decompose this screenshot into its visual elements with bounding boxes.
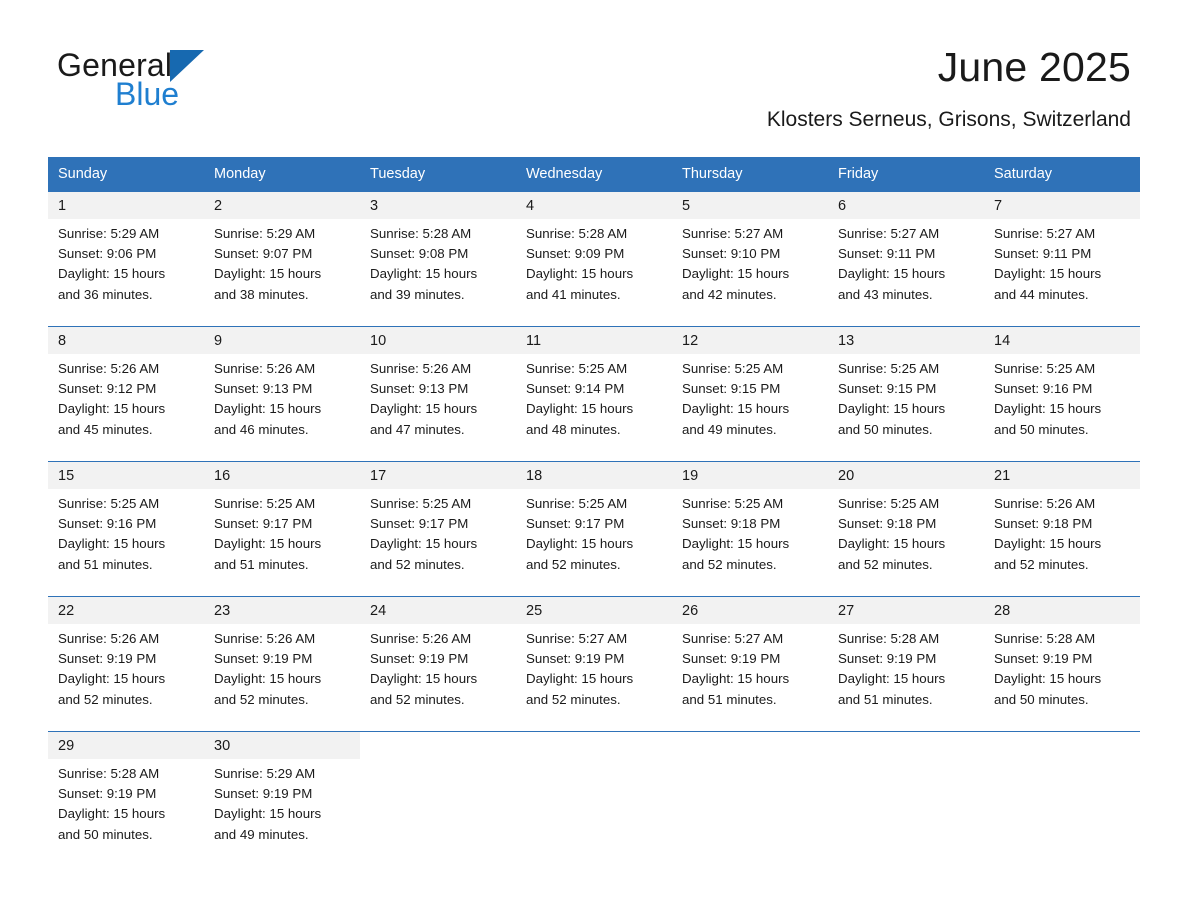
day-details — [672, 354, 828, 440]
sunset-text: Sunset: 9:11 PM — [994, 246, 1092, 262]
daylight-text-line2: and 44 minutes. — [994, 286, 1089, 302]
day-number: 30 — [214, 738, 231, 754]
day-number: 7 — [994, 198, 1003, 214]
day-details — [516, 219, 672, 305]
daylight-text-line1: Daylight: 15 hours — [370, 266, 478, 282]
day-cell[interactable] — [672, 462, 828, 597]
day-details — [360, 624, 516, 710]
day-cell[interactable] — [48, 327, 204, 462]
daylight-text-line1: Daylight: 15 hours — [994, 266, 1102, 282]
day-details — [48, 354, 204, 440]
sunset-text: Sunset: 9:19 PM — [526, 651, 625, 667]
day-details — [360, 219, 516, 305]
day-cell[interactable] — [360, 192, 516, 327]
day-cell[interactable] — [360, 327, 516, 462]
daylight-text-line1: Daylight: 15 hours — [838, 671, 946, 687]
day-number: 25 — [526, 603, 543, 619]
day-details — [48, 489, 204, 575]
day-number: 8 — [58, 333, 67, 349]
sunrise-text: Sunrise: 5:27 AM — [682, 631, 784, 646]
day-number: 12 — [682, 333, 699, 349]
daylight-text-line1: Daylight: 15 hours — [526, 401, 634, 417]
calendar-week-row — [48, 462, 1140, 597]
daylight-text-line1: Daylight: 15 hours — [526, 536, 634, 552]
day-details — [516, 624, 672, 710]
day-details — [828, 624, 984, 710]
daylight-text-line2: and 52 minutes. — [526, 691, 621, 707]
day-cell-empty — [516, 732, 672, 867]
day-details — [984, 489, 1140, 575]
daylight-text-line1: Daylight: 15 hours — [370, 671, 478, 687]
sunset-text: Sunset: 9:17 PM — [370, 516, 469, 532]
sunrise-text: Sunrise: 5:25 AM — [838, 496, 940, 511]
daylight-text-line1: Daylight: 15 hours — [58, 806, 166, 822]
sunset-text: Sunset: 9:17 PM — [214, 516, 313, 532]
daylight-text-line1: Daylight: 15 hours — [994, 536, 1102, 552]
logo-text-blue: Blue — [115, 76, 180, 112]
daylight-text-line1: Daylight: 15 hours — [526, 671, 634, 687]
daylight-text-line1: Daylight: 15 hours — [58, 401, 166, 417]
sunrise-text: Sunrise: 5:29 AM — [58, 226, 160, 241]
sunset-text: Sunset: 9:18 PM — [682, 516, 781, 532]
day-number: 4 — [526, 198, 535, 214]
sunset-text: Sunset: 9:10 PM — [682, 246, 781, 262]
daylight-text-line2: and 39 minutes. — [370, 286, 465, 302]
daylight-text-line2: and 49 minutes. — [214, 826, 309, 842]
daylight-text-line2: and 52 minutes. — [58, 691, 153, 707]
daylight-text-line2: and 51 minutes. — [58, 556, 153, 572]
day-details — [984, 219, 1140, 305]
day-cell-empty — [984, 732, 1140, 867]
day-details — [516, 354, 672, 440]
sunrise-text: Sunrise: 5:27 AM — [838, 226, 940, 241]
daylight-text-line1: Daylight: 15 hours — [58, 266, 166, 282]
day-cell[interactable] — [204, 327, 360, 462]
calendar-week-row — [48, 597, 1140, 732]
sunset-text: Sunset: 9:08 PM — [370, 246, 469, 262]
day-details — [828, 354, 984, 440]
sunset-text: Sunset: 9:19 PM — [838, 651, 937, 667]
sunrise-text: Sunrise: 5:25 AM — [58, 496, 160, 511]
day-cell[interactable] — [828, 192, 984, 327]
day-cell[interactable] — [516, 327, 672, 462]
day-details — [204, 219, 360, 305]
day-number: 29 — [58, 738, 75, 754]
day-number: 17 — [370, 468, 387, 484]
sunset-text: Sunset: 9:13 PM — [214, 381, 313, 397]
day-cell[interactable] — [672, 327, 828, 462]
daylight-text-line1: Daylight: 15 hours — [682, 536, 790, 552]
daylight-text-line2: and 41 minutes. — [526, 286, 621, 302]
daylight-text-line2: and 45 minutes. — [58, 421, 153, 437]
sunrise-text: Sunrise: 5:26 AM — [214, 631, 316, 646]
weekday-header-friday: Friday — [828, 157, 984, 192]
daylight-text-line1: Daylight: 15 hours — [58, 536, 166, 552]
daylight-text-line1: Daylight: 15 hours — [994, 671, 1102, 687]
day-details — [360, 354, 516, 440]
sunrise-text: Sunrise: 5:25 AM — [526, 496, 628, 511]
day-details — [516, 489, 672, 575]
calendar-week-row — [48, 327, 1140, 462]
sunset-text: Sunset: 9:19 PM — [58, 651, 157, 667]
daylight-text-line2: and 46 minutes. — [214, 421, 309, 437]
day-details — [204, 624, 360, 710]
day-number: 14 — [994, 333, 1011, 349]
sunrise-text: Sunrise: 5:28 AM — [526, 226, 628, 241]
sunset-text: Sunset: 9:09 PM — [526, 246, 625, 262]
daylight-text-line2: and 38 minutes. — [214, 286, 309, 302]
daylight-text-line1: Daylight: 15 hours — [838, 536, 946, 552]
sunrise-text: Sunrise: 5:29 AM — [214, 766, 316, 781]
daylight-text-line2: and 50 minutes. — [994, 421, 1089, 437]
day-cell[interactable] — [204, 597, 360, 732]
day-number: 28 — [994, 603, 1011, 619]
daylight-text-line1: Daylight: 15 hours — [214, 536, 322, 552]
sunset-text: Sunset: 9:19 PM — [994, 651, 1093, 667]
sunset-text: Sunset: 9:15 PM — [838, 381, 937, 397]
day-number: 23 — [214, 603, 231, 619]
day-cell[interactable] — [204, 192, 360, 327]
day-cell[interactable] — [204, 732, 360, 867]
day-number: 18 — [526, 468, 543, 484]
day-cell[interactable] — [984, 462, 1140, 597]
daylight-text-line1: Daylight: 15 hours — [370, 401, 478, 417]
logo-top-row — [57, 48, 317, 82]
daylight-text-line2: and 52 minutes. — [682, 556, 777, 572]
sunset-text: Sunset: 9:16 PM — [994, 381, 1093, 397]
day-details — [204, 354, 360, 440]
day-details — [48, 624, 204, 710]
day-number: 1 — [58, 198, 67, 214]
day-number: 13 — [838, 333, 855, 349]
sunset-text: Sunset: 9:16 PM — [58, 516, 157, 532]
day-cell[interactable] — [984, 597, 1140, 732]
sunrise-sunset-calendar — [48, 157, 1140, 866]
day-cell[interactable] — [516, 462, 672, 597]
daylight-text-line2: and 43 minutes. — [838, 286, 933, 302]
day-number: 15 — [58, 468, 75, 484]
daylight-text-line1: Daylight: 15 hours — [214, 401, 322, 417]
day-details — [204, 489, 360, 575]
day-cell[interactable] — [516, 192, 672, 327]
day-cell[interactable] — [48, 732, 204, 867]
day-cell-empty — [672, 732, 828, 867]
location-subtitle: Klosters Serneus, Grisons, Switzerland — [766, 108, 1131, 131]
weekday-header-wednesday: Wednesday — [516, 157, 672, 192]
sunset-text: Sunset: 9:06 PM — [58, 246, 157, 262]
day-cell[interactable] — [828, 597, 984, 732]
daylight-text-line1: Daylight: 15 hours — [994, 401, 1102, 417]
day-number: 2 — [214, 198, 223, 214]
daylight-text-line1: Daylight: 15 hours — [838, 401, 946, 417]
day-cell[interactable] — [984, 327, 1140, 462]
sunrise-text: Sunrise: 5:28 AM — [838, 631, 940, 646]
daylight-text-line1: Daylight: 15 hours — [682, 671, 790, 687]
day-cell-empty — [828, 732, 984, 867]
sunrise-text: Sunrise: 5:26 AM — [370, 361, 472, 376]
day-cell[interactable] — [360, 597, 516, 732]
daylight-text-line2: and 52 minutes. — [370, 556, 465, 572]
daylight-text-line1: Daylight: 15 hours — [214, 806, 322, 822]
daylight-text-line2: and 51 minutes. — [682, 691, 777, 707]
sunset-text: Sunset: 9:19 PM — [370, 651, 469, 667]
daylight-text-line2: and 52 minutes. — [838, 556, 933, 572]
day-details — [48, 219, 204, 305]
sunrise-text: Sunrise: 5:25 AM — [526, 361, 628, 376]
daylight-text-line2: and 51 minutes. — [838, 691, 933, 707]
sunrise-text: Sunrise: 5:27 AM — [994, 226, 1096, 241]
sunrise-text: Sunrise: 5:25 AM — [994, 361, 1096, 376]
sunrise-text: Sunrise: 5:27 AM — [526, 631, 628, 646]
sunrise-text: Sunrise: 5:26 AM — [370, 631, 472, 646]
daylight-text-line2: and 52 minutes. — [994, 556, 1089, 572]
daylight-text-line2: and 52 minutes. — [214, 691, 309, 707]
general-blue-logo — [57, 48, 317, 110]
sunrise-text: Sunrise: 5:28 AM — [994, 631, 1096, 646]
sunrise-text: Sunrise: 5:25 AM — [838, 361, 940, 376]
weekday-header-thursday: Thursday — [672, 157, 828, 192]
sunrise-text: Sunrise: 5:25 AM — [214, 496, 316, 511]
sunrise-text: Sunrise: 5:26 AM — [58, 631, 160, 646]
day-number: 9 — [214, 333, 223, 349]
calendar-week-row — [48, 192, 1140, 327]
day-number: 19 — [682, 468, 699, 484]
daylight-text-line1: Daylight: 15 hours — [214, 671, 322, 687]
day-number: 6 — [838, 198, 847, 214]
day-number: 10 — [370, 333, 387, 349]
sunset-text: Sunset: 9:14 PM — [526, 381, 625, 397]
day-details — [672, 624, 828, 710]
day-details — [828, 489, 984, 575]
day-number: 22 — [58, 603, 75, 619]
logo-text-general: General — [57, 47, 173, 83]
sunrise-text: Sunrise: 5:28 AM — [370, 226, 472, 241]
daylight-text-line2: and 50 minutes. — [58, 826, 153, 842]
sunrise-text: Sunrise: 5:26 AM — [214, 361, 316, 376]
day-number: 20 — [838, 468, 855, 484]
calendar-week-row — [48, 732, 1140, 867]
sunset-text: Sunset: 9:18 PM — [838, 516, 937, 532]
day-number: 27 — [838, 603, 855, 619]
day-details — [672, 219, 828, 305]
day-cell-empty — [360, 732, 516, 867]
sunrise-text: Sunrise: 5:28 AM — [58, 766, 160, 781]
day-number: 26 — [682, 603, 699, 619]
day-details — [828, 219, 984, 305]
daylight-text-line2: and 49 minutes. — [682, 421, 777, 437]
day-cell[interactable] — [828, 327, 984, 462]
page-header — [48, 0, 1140, 131]
weekday-header-row — [48, 157, 1140, 192]
daylight-text-line1: Daylight: 15 hours — [526, 266, 634, 282]
daylight-text-line1: Daylight: 15 hours — [214, 266, 322, 282]
day-cell[interactable] — [360, 462, 516, 597]
daylight-text-line2: and 50 minutes. — [994, 691, 1089, 707]
day-details — [984, 624, 1140, 710]
weekday-header-saturday: Saturday — [984, 157, 1140, 192]
day-number: 24 — [370, 603, 387, 619]
daylight-text-line2: and 47 minutes. — [370, 421, 465, 437]
day-cell[interactable] — [828, 462, 984, 597]
daylight-text-line2: and 36 minutes. — [58, 286, 153, 302]
weekday-header-tuesday: Tuesday — [360, 157, 516, 192]
daylight-text-line1: Daylight: 15 hours — [838, 266, 946, 282]
day-cell[interactable] — [984, 192, 1140, 327]
sunset-text: Sunset: 9:13 PM — [370, 381, 469, 397]
daylight-text-line2: and 52 minutes. — [370, 691, 465, 707]
sunset-text: Sunset: 9:18 PM — [994, 516, 1093, 532]
weekday-header-sunday: Sunday — [48, 157, 204, 192]
sunrise-text: Sunrise: 5:25 AM — [682, 361, 784, 376]
page-title: June 2025 — [937, 44, 1131, 90]
daylight-text-line1: Daylight: 15 hours — [682, 266, 790, 282]
sunset-text: Sunset: 9:19 PM — [214, 786, 313, 802]
day-number: 21 — [994, 468, 1011, 484]
day-number: 11 — [526, 333, 542, 349]
sunrise-text: Sunrise: 5:26 AM — [994, 496, 1096, 511]
day-details — [984, 354, 1140, 440]
sunset-text: Sunset: 9:19 PM — [58, 786, 157, 802]
sunrise-text: Sunrise: 5:25 AM — [682, 496, 784, 511]
sunset-text: Sunset: 9:07 PM — [214, 246, 313, 262]
sunset-text: Sunset: 9:11 PM — [838, 246, 936, 262]
day-number: 3 — [370, 198, 379, 214]
daylight-text-line2: and 52 minutes. — [526, 556, 621, 572]
sunset-text: Sunset: 9:17 PM — [526, 516, 625, 532]
daylight-text-line2: and 42 minutes. — [682, 286, 777, 302]
sunrise-text: Sunrise: 5:25 AM — [370, 496, 472, 511]
day-cell[interactable] — [516, 597, 672, 732]
day-cell[interactable] — [672, 192, 828, 327]
day-cell[interactable] — [204, 462, 360, 597]
day-cell[interactable] — [48, 192, 204, 327]
day-cell[interactable] — [48, 597, 204, 732]
sunset-text: Sunset: 9:19 PM — [214, 651, 313, 667]
daylight-text-line1: Daylight: 15 hours — [682, 401, 790, 417]
day-number: 5 — [682, 198, 691, 214]
sunset-text: Sunset: 9:19 PM — [682, 651, 781, 667]
day-details — [360, 489, 516, 575]
weekday-header-monday: Monday — [204, 157, 360, 192]
sunrise-text: Sunrise: 5:27 AM — [682, 226, 784, 241]
daylight-text-line2: and 51 minutes. — [214, 556, 309, 572]
sunrise-text: Sunrise: 5:29 AM — [214, 226, 316, 241]
sunset-text: Sunset: 9:15 PM — [682, 381, 781, 397]
daylight-text-line1: Daylight: 15 hours — [58, 671, 166, 687]
daylight-text-line2: and 50 minutes. — [838, 421, 933, 437]
daylight-text-line2: and 48 minutes. — [526, 421, 621, 437]
day-cell[interactable] — [48, 462, 204, 597]
day-details — [204, 759, 360, 845]
day-number: 16 — [214, 468, 231, 484]
sunrise-text: Sunrise: 5:26 AM — [58, 361, 160, 376]
day-details — [48, 759, 204, 845]
sunset-text: Sunset: 9:12 PM — [58, 381, 157, 397]
day-cell[interactable] — [672, 597, 828, 732]
daylight-text-line1: Daylight: 15 hours — [370, 536, 478, 552]
day-details — [672, 489, 828, 575]
